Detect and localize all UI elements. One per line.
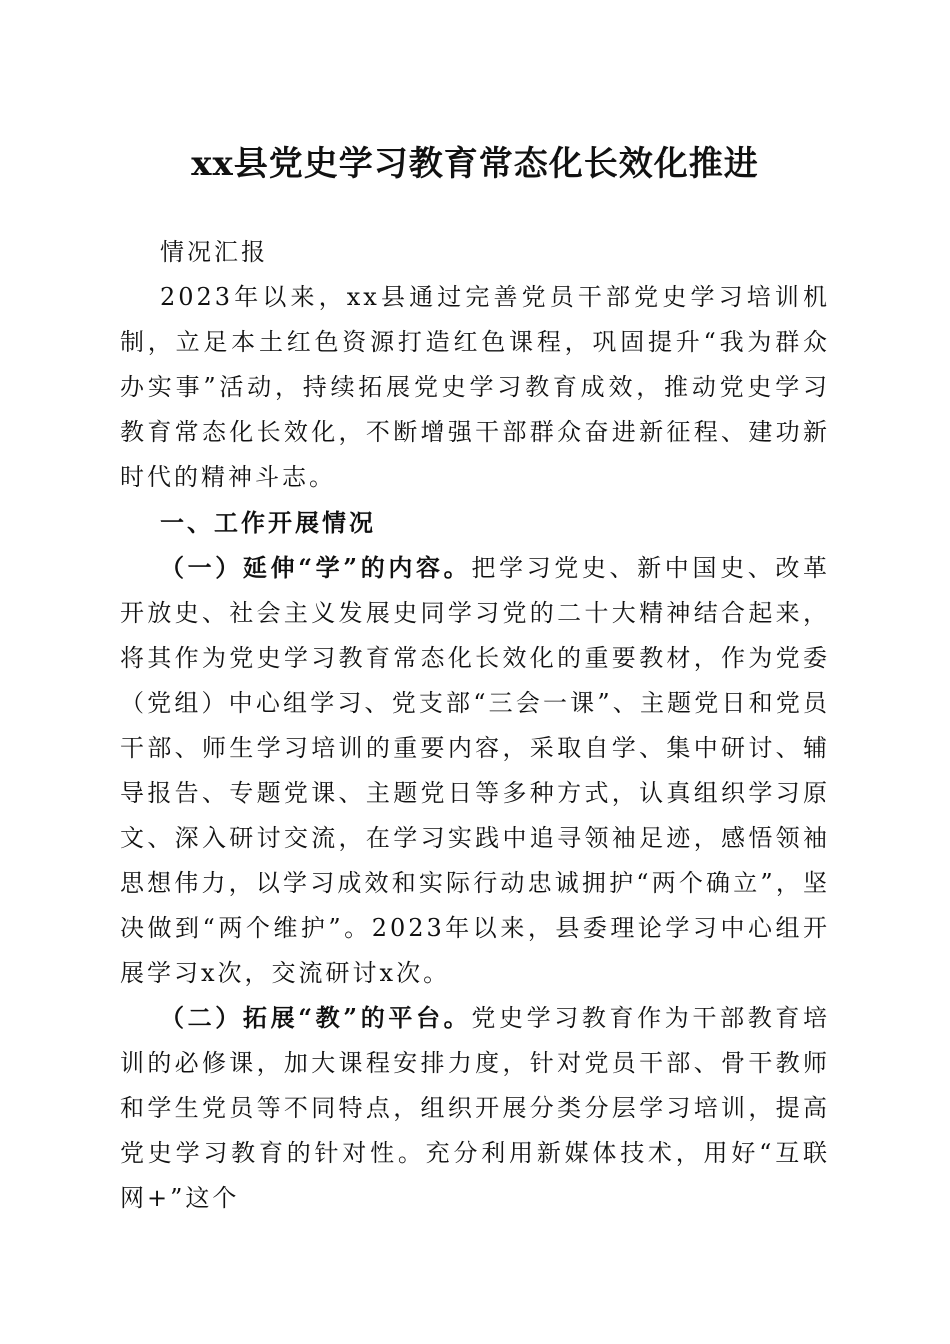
document-subtitle: 情况汇报	[160, 238, 268, 266]
section-2-text: 党史学习教育作为干部教育培训的必修课，加大课程安排力度，针对党员干部、骨干教师和学生党员等不同特点，组织开展分类分层学习培训，提高党史学习教育的针对性。充分利用新媒体技术，用好“互联网+”这个	[120, 1004, 831, 1212]
section-paragraph-1	[120, 545, 830, 996]
section-paragraph-2	[120, 995, 830, 1221]
section-1-text: 把学习党史、新中国史、改革开放史、社会主义发展史同学习党的二十大精神结合起来，将其作为党史学习教育常态化长效化的重要教材，作为党委（党组）中心组学习、党支部“三会一课”、主题党日和党员干部、师生学习培训的重要内容，采取自学、集中研讨、辅导报告、专题党课、主题党日等多种方式，认真组织学习原文、深入研讨交流，在学习实践中追寻领袖足迹，感悟领袖思想伟力，以学习成效和实际行动忠诚拥护“两个确立”，坚决做到“两个维护”。2023年以来，县委理论学习中心组开展学习x次，交流研讨x次。	[120, 554, 831, 987]
document-title: xx县党史学习教育常态化长效化推进	[191, 144, 759, 184]
section-heading: 一、工作开展情况	[160, 508, 376, 537]
section-2-lead: （二）拓展“教”的平台。	[160, 1003, 472, 1032]
section-1-lead: （一）延伸“学”的内容。	[160, 553, 472, 582]
intro-paragraph: 2023年以来，xx县通过完善党员干部党史学习培训机制，立足本土红色资源打造红色课程，巩固提升“我为群众办实事”活动，持续拓展党史学习教育成效，推动党史学习教育常态化长效化，不断增强干部群众奋进新征程、建功新时代的精神斗志。	[120, 283, 830, 491]
